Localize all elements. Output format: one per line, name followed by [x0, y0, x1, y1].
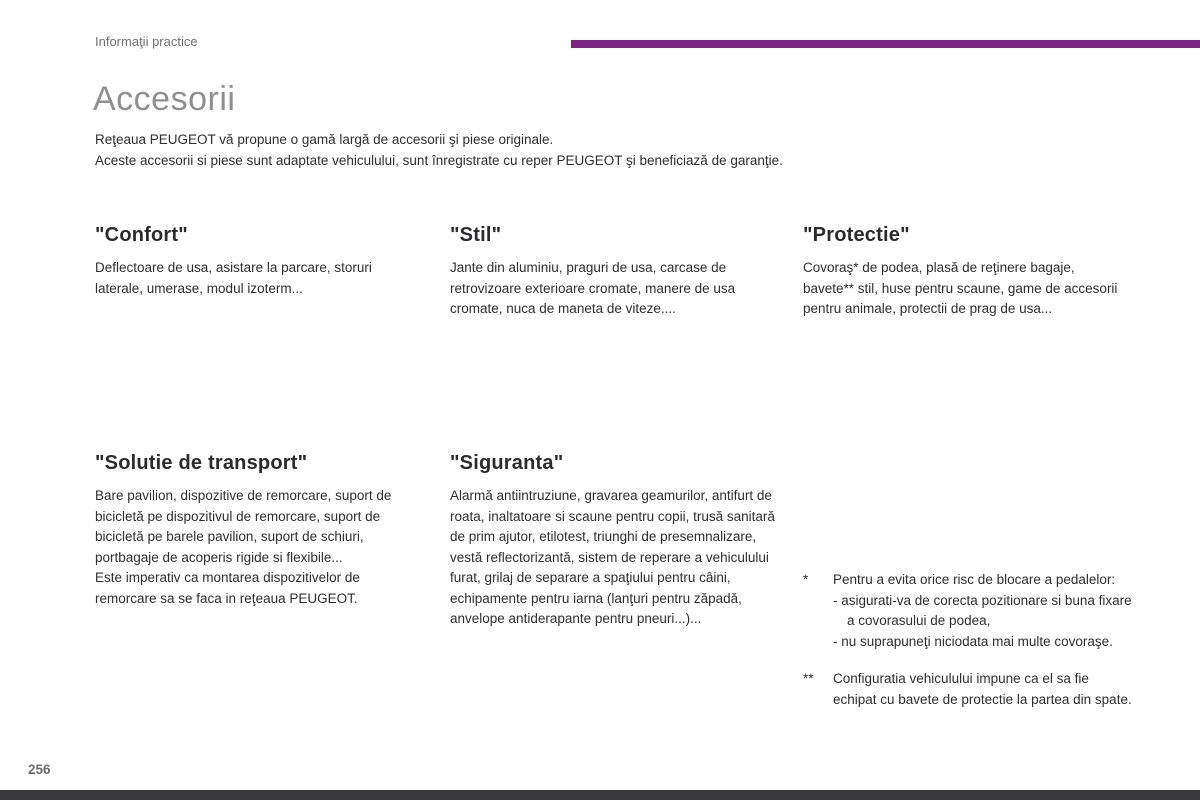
- section-protectie-body: Covoraş* de podea, plasă de reţinere bagaje, bavete** stil, huse pentru scaune, game de accesorii pentru animale, protectii de prag de usa...: [803, 260, 1118, 316]
- footnote-double-asterisk: [803, 669, 1133, 710]
- section-protectie: [803, 224, 1128, 320]
- section-solutie-transport-title: "Solutie de transport": [95, 452, 308, 474]
- section-siguranta-body: Alarmă antiintruziune, gravarea geamurilor, antifurt de roata, inaltatoare si scaune pentru copii, trusă sanitară de prim ajutor, etilotest, triunghi de presemnalizare, vestă reflectorizantă, sistem de reperare a vehiculului furat, grilaj de separare a spaţiului pentru câini, echipamente pentru iarna (lanţuri pentru zăpadă, anvelope antiderapante pentru pneuri...)...: [450, 488, 775, 626]
- footnote-asterisk-marker: *: [803, 572, 809, 587]
- footer-bar: [0, 790, 1200, 800]
- intro-line-2: Aceste accesorii si piese sunt adaptate vehiculului, sunt înregistrate cu reper PEUGEOT şi beneficiază de garanţie.: [95, 153, 783, 168]
- section-solutie-transport-body-2: Este imperativ ca montarea dispozitivelor de remorcare sa se faca in reţeaua PEUGEOT.: [95, 570, 360, 606]
- section-solutie-transport-body: Bare pavilion, dispozitive de remorcare, suport de bicicletă pe dispozitivul de remorcare, suport de bicicletă pe barele pavilion, suport de schiuri, portbagaje de acoperis rigide si flexibile...: [95, 488, 392, 565]
- section-siguranta: [450, 452, 785, 630]
- page-title: Accesorii: [93, 80, 236, 118]
- section-confort-body: Deflectoare de usa, asistare la parcare, storuri laterale, umerase, modul izoterm...: [95, 260, 372, 296]
- section-confort: [95, 224, 417, 299]
- section-siguranta-title: "Siguranta": [450, 452, 564, 474]
- section-protectie-title: "Protectie": [803, 224, 910, 246]
- footnote-double-asterisk-text: Configuratia vehiculului impune ca el sa fie echipat cu bavete de protectie la partea din spate.: [833, 671, 1132, 707]
- intro-text: [95, 129, 1115, 171]
- footnote-asterisk: [803, 570, 1133, 652]
- footnotes: [803, 570, 1133, 710]
- footnote-asterisk-bullet-2: - nu suprapuneţi niciodata mai multe covoraşe.: [833, 633, 1113, 649]
- header-accent-bar: [571, 40, 1200, 48]
- footnote-asterisk-text: Pentru a evita orice risc de blocare a pedalelor:: [833, 572, 1116, 587]
- page-number: 256: [28, 762, 51, 777]
- footnote-double-asterisk-marker: **: [803, 671, 814, 686]
- section-stil-body: Jante din aluminiu, praguri de usa, carcase de retrovizoare exterioare cromate, manere de usa cromate, nuca de maneta de viteze....: [450, 260, 736, 316]
- running-header: Informaţii practice: [95, 34, 198, 49]
- section-stil: [450, 224, 785, 320]
- intro-line-1: Reţeaua PEUGEOT vă propune o gamă largă de accesorii şi piese originale.: [95, 132, 554, 147]
- section-stil-title: "Stil": [450, 224, 502, 246]
- footnote-double-asterisk-content: [833, 669, 1133, 710]
- footnote-asterisk-bullet-1: - asigurati-va de corecta pozitionare si buna fixare a covorasului de podea,: [833, 592, 1132, 628]
- section-solutie-transport: [95, 452, 417, 609]
- footnote-asterisk-content: [833, 570, 1133, 652]
- section-confort-title: "Confort": [95, 224, 188, 246]
